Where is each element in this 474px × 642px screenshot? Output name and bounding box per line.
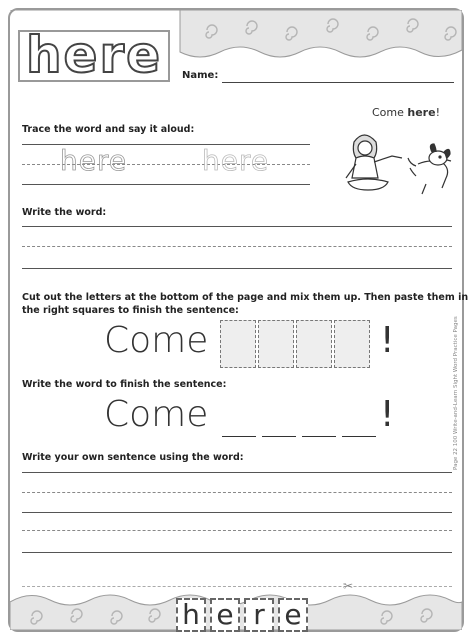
paste-square-3[interactable] [296, 320, 332, 368]
finish-sentence-instruction: Write the word to finish the sentence: [22, 379, 227, 390]
exclamation-write: ! [380, 394, 395, 435]
exclamation-paste: ! [380, 320, 395, 361]
paste-square-2[interactable] [258, 320, 294, 368]
own-sentence-lines-1[interactable] [22, 468, 452, 516]
write-instruction: Write the word: [22, 207, 107, 218]
write-word-lines[interactable] [22, 222, 452, 274]
scissors-icon: ✂ [343, 579, 354, 593]
trace-word-2: here [202, 144, 270, 177]
letter-tile-h[interactable]: h [176, 598, 206, 632]
trace-word-1: here [60, 144, 128, 177]
paste-square-4[interactable] [334, 320, 370, 368]
letter-tile-r[interactable]: r [244, 598, 274, 632]
come-here-caption: Come here! [372, 106, 440, 119]
cutout-instruction-line2: the right squares to finish the sentence: [22, 305, 239, 316]
trace-instruction: Trace the word and say it aloud: [22, 124, 195, 135]
letter-tile-e2[interactable]: e [278, 598, 308, 632]
blank-line-2[interactable] [262, 436, 296, 437]
title-word-box [18, 26, 170, 84]
own-sentence-lines-2[interactable] [22, 526, 452, 574]
title-word: here [25, 26, 163, 84]
paste-square-1[interactable] [220, 320, 256, 368]
blank-line-1[interactable] [222, 436, 256, 437]
girl-and-dog-illustration [340, 124, 464, 200]
blank-line-4[interactable] [342, 436, 376, 437]
cut-line [22, 586, 452, 587]
letter-tile-e1[interactable]: e [210, 598, 240, 632]
name-line[interactable] [222, 82, 454, 83]
sentence-start-write: Come [104, 394, 209, 435]
own-sentence-instruction: Write your own sentence using the word: [22, 452, 244, 463]
come-here-bold: here [407, 106, 436, 119]
name-label: Name: [182, 70, 219, 81]
cutout-instruction-line1: Cut out the letters at the bottom of the page and mix them up. Then paste them in [22, 292, 469, 303]
sentence-start-paste: Come [104, 320, 209, 361]
side-credit: Page 22 100 Write-and-Learn Sight Word Practice Pages [453, 316, 459, 470]
blank-line-3[interactable] [302, 436, 336, 437]
